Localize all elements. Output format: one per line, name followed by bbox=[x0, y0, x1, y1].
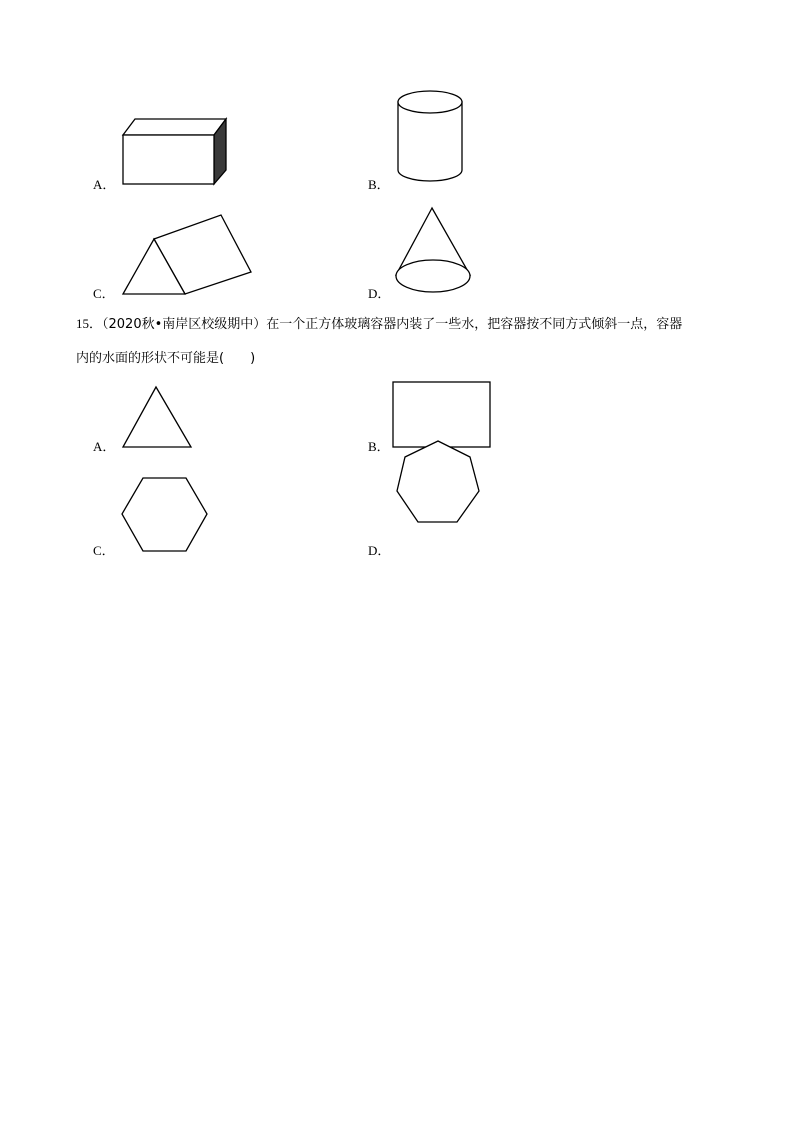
q14-option-b-label: B． bbox=[368, 177, 390, 192]
q14-option-a-label: A． bbox=[93, 177, 116, 192]
q15-option-d-label: D． bbox=[368, 543, 391, 558]
cone-figure bbox=[391, 204, 477, 300]
triangle-figure bbox=[118, 383, 198, 451]
q15-source: （2020秋•南岸区校级期中） bbox=[102, 317, 267, 332]
cylinder-figure bbox=[393, 86, 467, 188]
q14-option-c-label: C． bbox=[93, 286, 115, 301]
q15-stem-line-1 bbox=[76, 313, 682, 332]
q15-number: 15． bbox=[76, 316, 103, 331]
q15-stem-text-1: 在一个正方体玻璃容器内装了一些水，把容器按不同方式倾斜一点，容器 bbox=[266, 317, 683, 332]
heptagon-figure bbox=[392, 436, 484, 556]
triangular-prism-figure bbox=[118, 212, 258, 300]
q15-option-c-label: C． bbox=[93, 543, 115, 558]
rectangular-prism-figure bbox=[118, 113, 230, 189]
q15-option-b-label: B． bbox=[368, 439, 390, 454]
hexagon-figure bbox=[116, 473, 212, 557]
q14-option-d-label: D． bbox=[368, 286, 391, 301]
q15-stem-line-2 bbox=[76, 347, 255, 366]
q15-stem-text-2: 内的水面的形状不可能是( ) bbox=[76, 351, 256, 366]
q15-option-a-label: A． bbox=[93, 439, 116, 454]
